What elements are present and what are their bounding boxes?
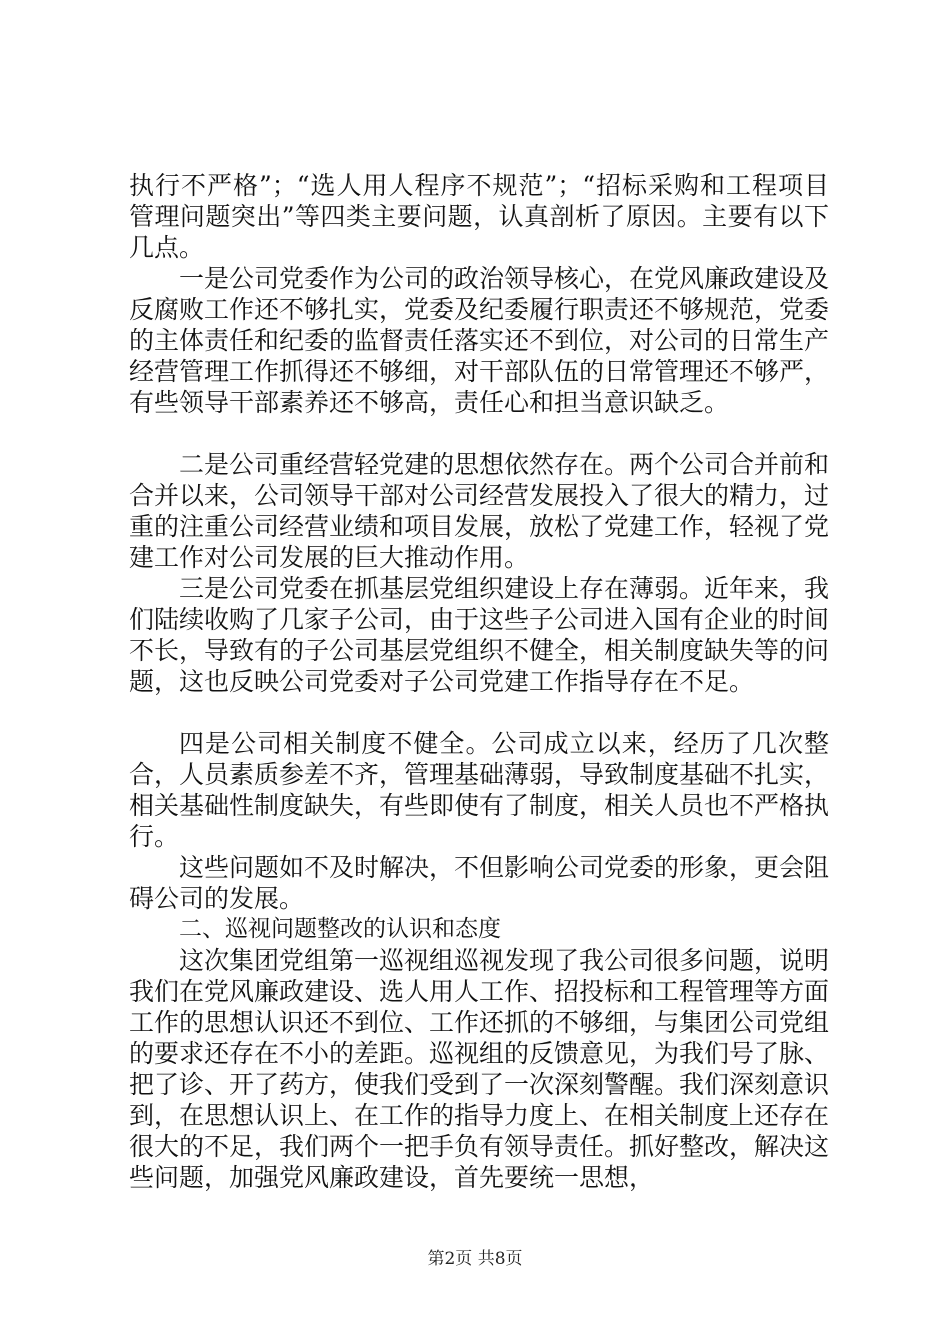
paragraph-summary: 这些问题如不及时解决，不但影响公司党委的形象，更会阻碍公司的发展。 (129, 853, 830, 913)
paragraph-continuation: 执行不严格”；“选人用人程序不规范”；“招标采购和工程项目管理问题突出”等四类主要问题，认真剖析了原因。主要有以下几点。 (129, 171, 829, 262)
page-number-footer: 第2页 共8页 (427, 1249, 523, 1269)
document-body (129, 170, 829, 1193)
paragraph-point-one: 一是公司党委作为公司的政治领导核心，在党风廉政建设及反腐败工作还不够扎实，党委及纪委履行职责还不够规范，党委的主体责任和纪委的监督责任落实还不到位，对公司的日常生产经营管理工作抓得还不够细，对干部队伍的日常管理还不够严，有些领导干部素养还不够高，责任心和担当意识缺乏。 (129, 264, 830, 417)
paragraph-point-two: 二是公司重经营轻党建的思想依然存在。两个公司合并前和合并以来，公司领导干部对公司经营发展投入了很大的精力，过重的注重公司经营业绩和项目发展，放松了党建工作，轻视了党建工作对公司发展的巨大推动作用。 (129, 450, 830, 572)
paragraph-point-four: 四是公司相关制度不健全。公司成立以来，经历了几次整合，人员素质参差不齐，管理基础薄弱，导致制度基础不扎实，相关基础性制度缺失，有些即使有了制度，相关人员也不严格执行。 (129, 729, 830, 851)
paragraph-point-three: 三是公司党委在抓基层党组织建设上存在薄弱。近年来，我们陆续收购了几家子公司，由于这些子公司进入国有企业的时间不长，导致有的子公司基层党组织不健全，相关制度缺失等的问题，这也反映公司党委对子公司党建工作指导存在不足。 (129, 574, 830, 696)
section-heading: 二、巡视问题整改的认识和态度 (179, 916, 501, 942)
paragraph-section-body: 这次集团党组第一巡视组巡视发现了我公司很多问题，说明我们在党风廉政建设、选人用人工作、招投标和工程管理等方面工作的思想认识还不到位、工作还抓的不够细，与集团公司党组的要求还存在不小的差距。巡视组的反馈意见，为我们号了脉、把了诊、开了药方，使我们受到了一次深刻警醒。我们深刻意识到，在思想认识上、在工作的指导力度上、在相关制度上还存在很大的不足，我们两个一把手负有领导责任。抓好整改，解决这些问题，加强党风廉政建设，首先要统一思想， (129, 946, 830, 1192)
